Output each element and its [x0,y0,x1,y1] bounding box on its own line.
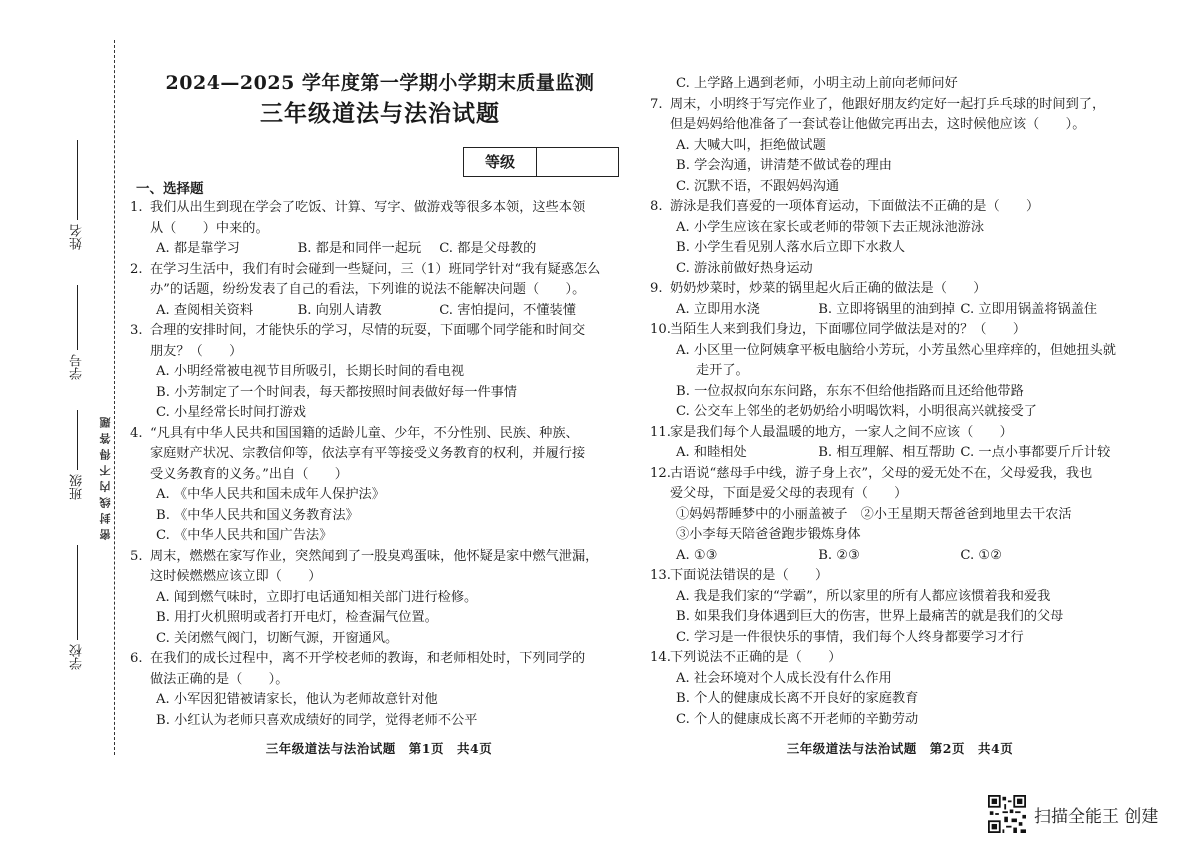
answer-option: A. 闻到燃气味时，立即打电话通知相关部门进行检修。 [156,589,478,605]
question-number: 3. [130,323,143,338]
student-id-rule [77,285,78,350]
question-stem [650,567,1150,588]
question-stem [650,424,1150,445]
answer-option: A. 小明经常被电视节目所吸引，长期长时间的看电视 [156,364,465,379]
answer-option: B. 如果我们身体遇到巨大的伤害，世界上最痛苦的就是我们的父母 [676,609,1064,624]
seal-dashed-line [114,40,115,755]
answer-option-row [650,547,1150,568]
question-text: 古语说“慈母手中线，游子身上衣”，父母的爱无处不在，父母爱我，我也 [670,465,1093,481]
answer-option: B. 一位叔叔向东东问路，东东不但给他指路而且还给他带路 [676,383,1024,399]
answer-option: B. 小芳制定了一个时间表，每天都按照时间表做好每一件事情 [156,384,517,400]
student-id-field [68,285,87,384]
page-footer-1: 三年级道法与法治试题 第1页 共4页 [265,741,493,756]
qr-code-icon [988,795,1026,833]
answer-option: C. 害怕提问，不懂装懂 [439,302,576,318]
scanner-watermark-text: 扫描全能王 创建 [1034,806,1159,827]
question-text: 下面说法错误的是（ ） [670,568,829,583]
answer-option: B. 相互理解、相互帮助 [818,445,955,460]
answer-option: B. 小红认为老师只喜欢成绩好的同学，觉得老师不公平 [156,712,478,728]
answer-option-row [650,301,1150,322]
school-rule [77,545,78,640]
question-text: 周末，燃燃在家写作业，突然闻到了一股臭鸡蛋味，他怀疑是家中燃气泄漏， [150,548,599,564]
question-number: 11. [650,424,671,440]
question-text: 我们从出生到现在学会了吃饭、计算、写字、做游戏等很多本领，这些本领 [150,200,586,215]
answer-option: C. 一点小事都要斤斤计较 [960,445,1111,460]
class-rule [77,410,78,470]
question-text: “凡具有中华人民共和国国籍的适龄儿童、少年，不分性别、民族、种族、 [150,425,579,441]
question-number: 12. [650,465,671,481]
answer-option-row [130,302,628,323]
answer-option: C. 立即用锅盖将锅盖住 [960,301,1098,317]
question-text: 在学习生活中，我们有时会碰到一些疑问，三（1）班同学针对“我有疑惑怎么 [150,261,601,277]
answer-option: A. 查阅相关资料 [156,302,254,318]
question-number: 5. [130,548,143,564]
answer-option: C. 都是父母教的 [439,241,537,256]
answer-option: A. 小军因犯错被请家长，他认为老师故意针对他 [156,692,438,707]
answer-option: A. 立即用水浇 [676,301,760,317]
question-text-continued: 朋友？（ ） [150,343,243,359]
answer-option: C. ①② [960,547,1003,563]
question-text-continued: 但是妈妈给他准备了一套试卷让他做完再出去，这时候他应该（ ）。 [670,117,1086,132]
scanner-watermark [988,795,1158,833]
class-field [68,410,87,504]
question-stem [650,280,1150,301]
question-stem [650,649,1150,670]
question-list-right [650,75,1150,731]
answer-option-row [130,240,628,261]
answer-option: A. 我是我们家的“学霸”，所以家里的所有人都应该惯着我和爱我 [676,588,1051,604]
question-stem [130,425,628,446]
question-number: 7. [650,96,663,112]
answer-option: A. 小学生应该在家长或老师的带领下去正规泳池游泳 [676,219,985,235]
answer-option: B. 《中华人民共和国义务教育法》 [156,507,359,523]
question-number: 14. [650,650,671,665]
question-stem [650,96,1150,117]
answer-option: C. 个人的健康成长离不开老师的辛勤劳动 [676,711,919,727]
answer-option: A. 社会环境对个人成长没有什么作用 [676,670,892,686]
question-text: 下列说法不正确的是（ ） [670,650,842,665]
question-number: 9. [650,281,663,296]
question-number: 1. [130,200,143,215]
school-label: 学校 [70,644,85,670]
page-footer-2: 三年级道法与法治试题 第2页 共4页 [786,741,1014,756]
answer-option: B. 向别人请教 [297,302,382,318]
question-number: 13. [650,568,671,583]
answer-option: ③小李每天陪爸爸跑步锻炼身体 [676,527,861,542]
name-rule [77,140,78,220]
question-stem [130,322,628,343]
answer-option: A. 和睦相处 [676,445,747,460]
answer-option: B. 都是和同伴一起玩 [297,241,422,256]
question-number: 10. [650,322,671,337]
answer-option: B. 用打火机照明或者打开电灯，检查漏气位置。 [156,610,438,625]
answer-option: C. 学习是一件很快乐的事情，我们每个人终身都要学习才行 [676,629,1024,645]
answer-option: B. 学会沟通，讲清楚不做试卷的理由 [676,158,892,173]
answer-option: B. 立即将锅里的油到掉 [818,301,955,317]
answer-option: A. 大喊大叫，拒绝做试题 [676,137,826,153]
class-label: 班级 [70,474,85,500]
answer-option: A. ①③ [676,547,718,563]
question-stem [130,261,628,282]
question-text-continued: 办”的话题，纷纷发表了自己的看法，下列谁的说法不能解决问题（ ）。 [150,282,586,297]
answer-option: A. 小区里一位阿姨拿平板电脑给小芳玩，小芳虽然心里痒痒的，但她扭头就 [676,342,1116,358]
section-heading: 一、选择题 [136,181,204,197]
grade-value-cell [537,148,618,176]
answer-option: C. 沉默不语，不跟妈妈沟通 [676,178,840,194]
question-text-continued: 从（ ）中来的。 [150,220,269,236]
answer-option: B. 小学生看见别人落水后立即下水救人 [676,240,906,255]
answer-option: B. 个人的健康成长离不开良好的家庭教育 [676,691,919,706]
question-number: 2. [130,261,143,277]
question-stem [650,321,1150,342]
question-text: 在我们的成长过程中，离不开学校老师的教诲，和老师相处时，下列同学的 [150,651,586,666]
binding-margin [0,0,120,847]
school-field [68,545,87,674]
answer-option: C. 上学路上遇到老师，小明主动上前向老师问好 [676,76,958,91]
answer-option-row [650,444,1150,465]
question-text-continued: 做法正确的是（ ）。 [150,671,289,687]
question-text: 周末，小明终于写完作业了，他跟好朋友约定好一起打乒乓球的时间到了， [670,96,1106,112]
question-stem [130,548,628,569]
answer-option: A. 都是靠学习 [156,241,240,256]
question-text-continued: 家庭财产状况、宗教信仰等，依法享有平等接受义务教育的权利，并履行接 [150,446,586,461]
question-number: 4. [130,425,143,441]
question-stem [130,199,628,220]
question-stem [650,198,1150,219]
question-list-left [130,199,628,732]
question-text: 游泳是我们喜爱的一项体育运动，下面做法不正确的是（ ） [670,199,1040,214]
question-stem [650,465,1150,486]
answer-option: C. 小星经常长时间打游戏 [156,405,306,420]
question-text-continued: 爱父母，下面是爱父母的表现有（ ） [670,486,908,501]
question-text: 合理的安排时间，才能快乐的学习，尽情的玩耍，下面哪个同学能和时间交 [150,323,586,338]
answer-option: C. 《中华人民共和国广告法》 [156,528,333,543]
seal-line-notice: 密封线内不得答题 [99,412,112,540]
student-id-label: 学号 [70,354,85,380]
option-text-continued: 走开了。 [696,363,749,378]
answer-option: C. 游泳前做好热身运动 [676,260,813,276]
name-label: 姓名 [70,224,85,250]
exam-title-subject: 三年级道法与法治试题 [260,100,500,127]
name-field [68,140,87,254]
question-number: 6. [130,651,143,666]
question-text: 当陌生人来到我们身边，下面哪位同学做法是对的？（ ） [670,322,1027,337]
answer-option: B. ②③ [818,547,860,563]
question-stem [130,650,628,671]
answer-option: C. 关闭燃气阀门，切断气源，开窗通风。 [156,630,399,646]
question-number: 8. [650,199,663,214]
answer-option: A. 《中华人民共和国未成年人保护法》 [156,487,385,502]
answer-option: C. 公交车上邻坐的老奶奶给小明喝饮料，小明很高兴就接受了 [676,404,1037,419]
grade-box [463,147,619,177]
question-text: 家是我们每个人最温暖的地方，一家人之间不应该（ ） [670,424,1013,440]
question-text-continued: 这时候燃燃应该立即（ ） [150,569,322,584]
answer-option: ①妈妈帮睡梦中的小丽盖被子 ②小王星期天帮爸爸到地里去干农活 [676,506,1072,522]
exam-title-term: 2024—2025 学年度第一学期小学期末质量监测 [165,72,595,94]
grade-label: 等级 [464,148,537,176]
question-text: 奶奶炒菜时，炒菜的锅里起火后正确的做法是（ ） [670,281,987,296]
question-text-continued: 受义务教育的义务。”出自（ ） [150,466,348,482]
